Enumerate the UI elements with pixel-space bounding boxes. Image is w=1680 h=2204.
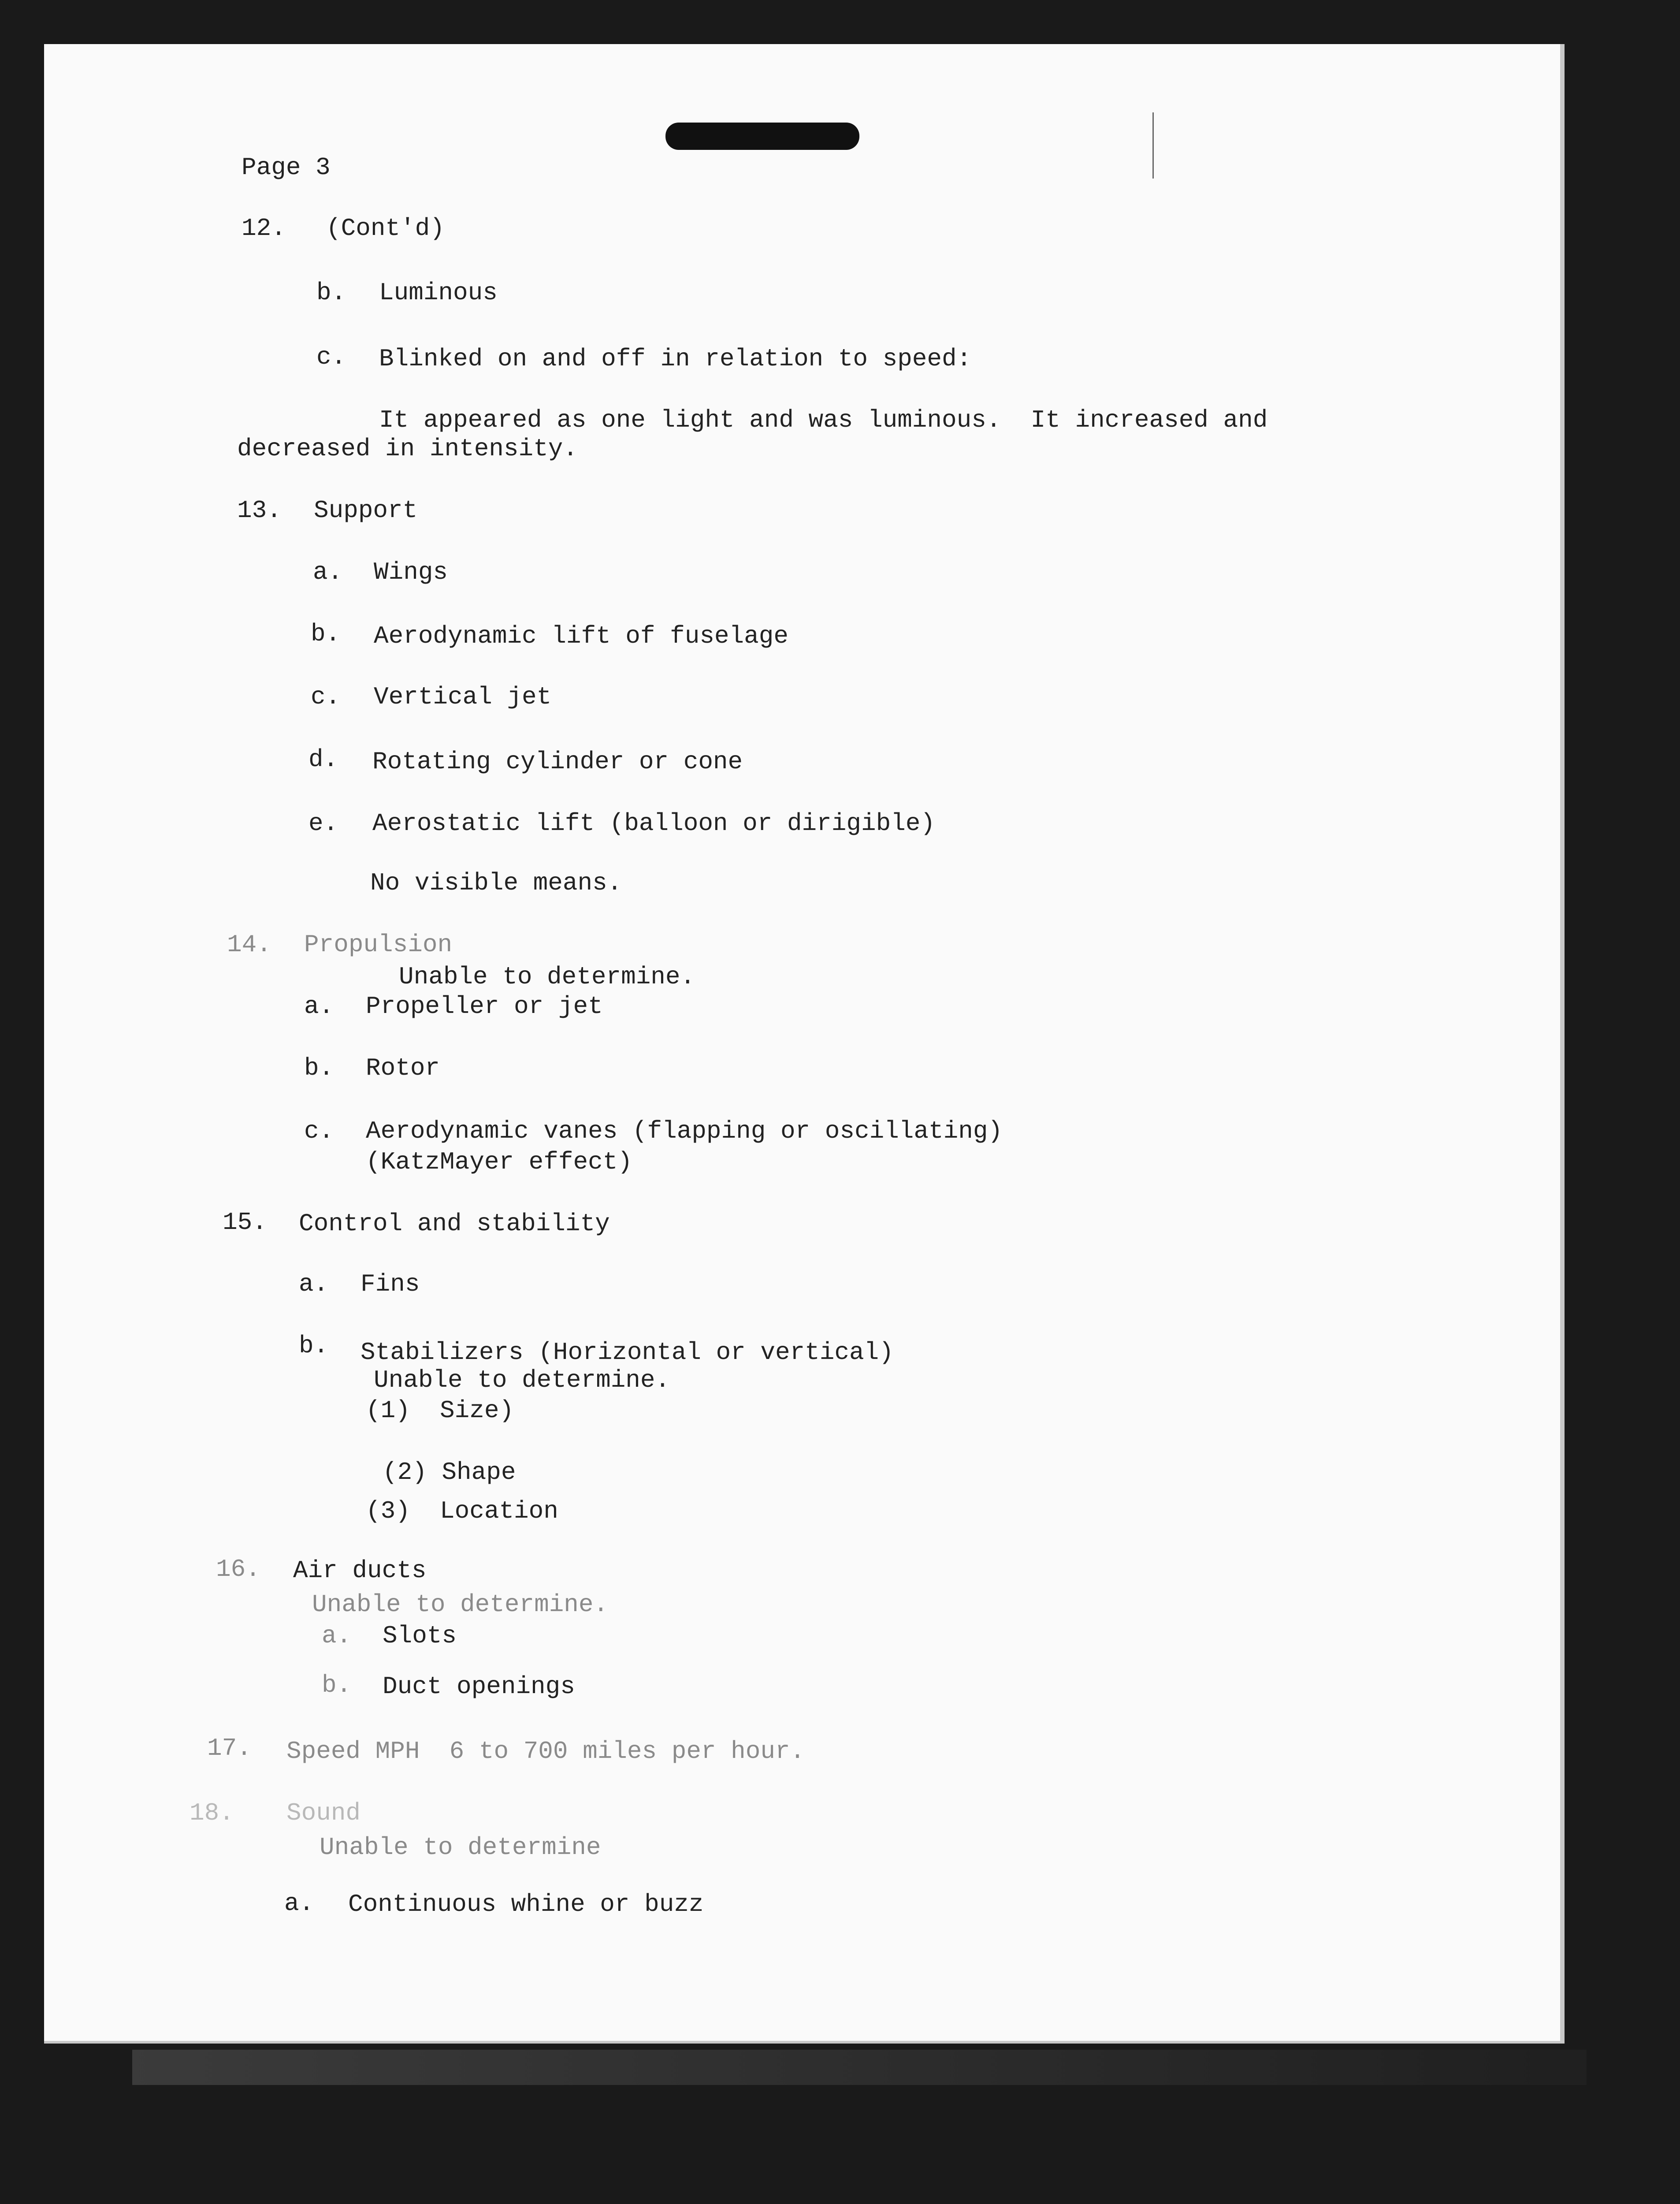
section-18-a-text: Continuous whine or buzz [348, 1890, 704, 1918]
section-15-b-text: Stabilizers (Horizontal or vertical) [361, 1338, 894, 1366]
section-12-number: 12. [242, 214, 286, 242]
section-18-number: 18. [190, 1799, 234, 1827]
section-17-number: 17. [207, 1734, 252, 1762]
section-14-title: Propulsion [304, 931, 453, 959]
section-15-a-text: Fins [361, 1270, 420, 1298]
scan-artifact-line [1152, 112, 1154, 179]
section-13-answer: No visible means. [370, 869, 622, 897]
section-16-title: Air ducts [293, 1556, 427, 1585]
section-18-title: Sound [286, 1799, 361, 1827]
section-14-answer: Unable to determine. [399, 963, 695, 991]
section-12-title: (Cont'd) [326, 214, 445, 242]
section-15-b-marker: b. [299, 1332, 329, 1360]
section-14-item-c-text: Aerodynamic vanes (flapping or oscillating) [366, 1117, 1003, 1145]
section-16-b-text: Duct openings [383, 1672, 575, 1701]
section-14-item-b-marker: b. [304, 1054, 334, 1082]
section-13-item-c-text: Vertical jet [374, 683, 552, 711]
section-16-b-marker: b. [322, 1671, 352, 1699]
section-13-item-d-marker: d. [308, 745, 338, 774]
section-12-c-text: Blinked on and off in relation to speed: [379, 345, 972, 373]
section-15-answer: Unable to determine. [374, 1366, 670, 1394]
section-13-number: 13. [237, 496, 282, 525]
section-13-item-e-text: Aerostatic lift (balloon or dirigible) [372, 809, 936, 838]
section-13-item-b-marker: b. [311, 620, 341, 648]
section-13-item-a-text: Wings [374, 558, 448, 586]
section-14-item-a-marker: a. [304, 992, 334, 1020]
section-12-paragraph-line-1: It appeared as one light and was luminous. It increased and [379, 406, 1268, 434]
section-15-sub-3: (3) Location [366, 1497, 558, 1525]
section-15-sub-1: (1) Size) [366, 1396, 514, 1425]
section-16-answer: Unable to determine. [312, 1590, 609, 1619]
section-16-a-text: Slots [383, 1622, 457, 1650]
section-18-answer: Unable to determine [320, 1833, 601, 1861]
section-13-item-c-marker: c. [311, 683, 341, 711]
section-15-sub-2: (2) Shape [383, 1458, 516, 1486]
section-12-c-marker: c. [316, 343, 346, 371]
section-15-title: Control and stability [299, 1210, 610, 1238]
section-13-item-b-text: Aerodynamic lift of fuselage [374, 622, 788, 650]
section-15-a-marker: a. [299, 1270, 329, 1298]
section-13-item-a-marker: a. [313, 558, 343, 586]
scan-shadow [132, 2050, 1587, 2085]
section-14-item-a-text: Propeller or jet [366, 992, 603, 1020]
section-13-item-e-marker: e. [308, 809, 338, 838]
section-14-item-c-marker: c. [304, 1117, 334, 1145]
section-12-paragraph-line-2: decreased in intensity. [237, 435, 578, 463]
section-16-number: 16. [216, 1555, 260, 1583]
page-number: Page 3 [242, 153, 331, 182]
section-12-b-text: Luminous [379, 279, 498, 307]
section-14-item-b-text: Rotor [366, 1054, 440, 1082]
section-16-a-marker: a. [322, 1622, 352, 1650]
section-17-text: Speed MPH 6 to 700 miles per hour. [286, 1737, 805, 1765]
section-14-number: 14. [227, 931, 271, 959]
section-12-b-marker: b. [316, 279, 346, 307]
section-14-item-c-continuation: (KatzMayer effect) [366, 1148, 632, 1176]
section-13-item-d-text: Rotating cylinder or cone [372, 748, 743, 776]
section-13-title: Support [314, 496, 418, 525]
section-15-number: 15. [223, 1208, 267, 1236]
redaction-mark [665, 123, 859, 150]
section-18-a-marker: a. [284, 1889, 314, 1917]
